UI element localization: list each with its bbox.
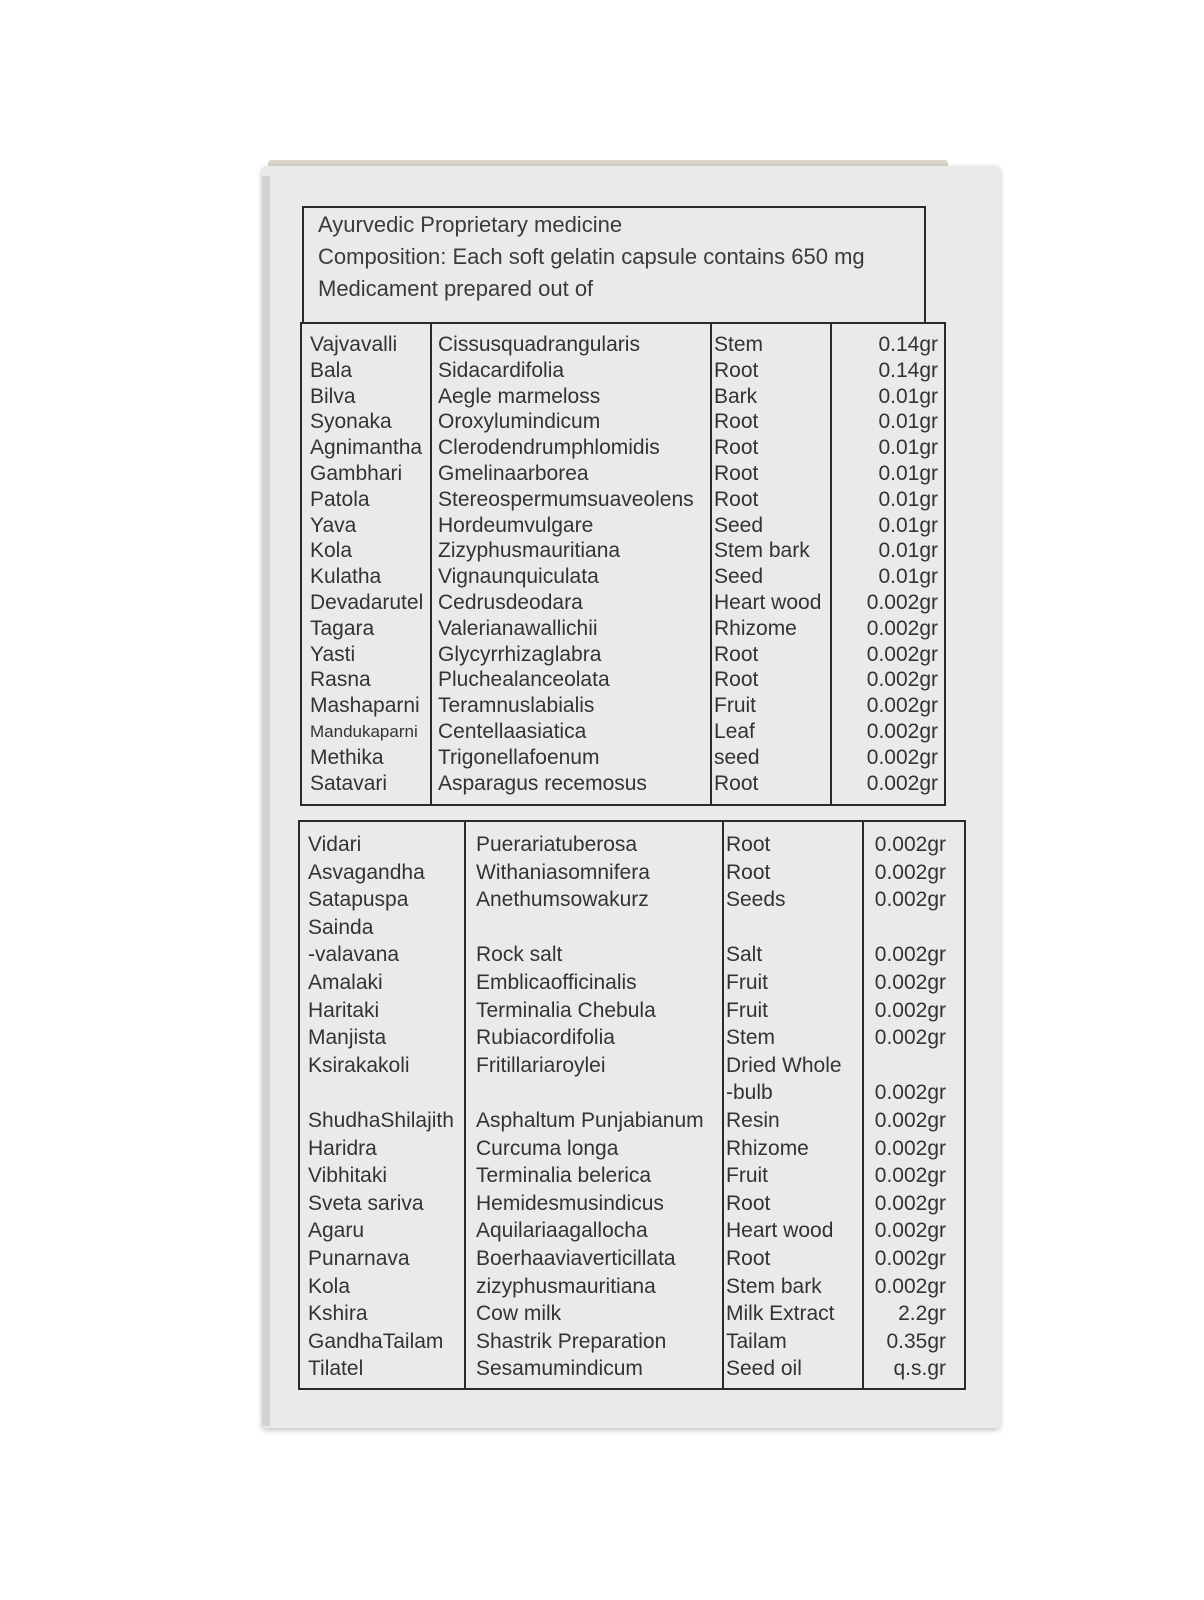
quantity: 0.002gr [866, 745, 938, 769]
botanical-name: Sidacardifolia [438, 358, 565, 382]
quantity: 0.002gr [874, 1274, 946, 1298]
quantity: q.s.gr [893, 1357, 946, 1381]
ingredient-name: Satavari [310, 771, 388, 795]
botanical-name: Valerianawallichii [438, 616, 598, 640]
plant-part: Root [714, 462, 759, 485]
quantity: 0.002gr [874, 998, 946, 1022]
quantity: 0.002gr [874, 1026, 946, 1050]
ingredient-name: Manjista [308, 1026, 387, 1050]
botanical-name: Hordeumvulgare [438, 513, 594, 537]
column-divider [464, 822, 466, 1388]
header-panel [302, 206, 926, 324]
quantity: 0.002gr [866, 642, 938, 666]
botanical-name: Vignaunquiculata [438, 565, 599, 589]
ingredient-name: Kola [310, 539, 353, 563]
plant-part: Seed [714, 513, 764, 537]
botanical-name: Fritillariaroylei [476, 1053, 606, 1077]
ingredient-name: Haridra [308, 1136, 377, 1160]
ingredient-name: Bala [310, 358, 353, 382]
plant-part: Stem [726, 1026, 776, 1050]
quantity: 0.01gr [878, 384, 938, 408]
plant-part: Root [726, 1247, 771, 1270]
plant-part: Seeds [726, 888, 786, 912]
quantity: 0.01gr [878, 410, 938, 434]
plant-part: Heart wood [714, 591, 822, 614]
quantity: 0.002gr [866, 591, 938, 614]
botanical-name: Hemidesmusindicus [476, 1191, 664, 1215]
header-line-3: Medicament prepared out of [318, 276, 594, 301]
botanical-name: Withaniasomnifera [476, 860, 650, 884]
botanical-name: Shastrik Preparation [476, 1329, 667, 1353]
column-divider [430, 324, 432, 804]
quantity: 0.002gr [874, 1247, 946, 1270]
ingredient-name: Patola [310, 487, 370, 511]
botanical-name: Curcuma longa [476, 1136, 619, 1160]
composition-table-2 [298, 820, 966, 1390]
quantity: 0.14gr [878, 358, 938, 382]
plant-part: Resin [726, 1109, 780, 1132]
ingredient-name: ShudhaShilajith [308, 1109, 454, 1132]
plant-part: Rhizome [726, 1136, 809, 1160]
botanical-name: Pluchealanceolata [438, 668, 610, 692]
quantity: 0.002gr [874, 1136, 946, 1160]
plant-part: Stem bark [714, 539, 810, 563]
botanical-name: Trigonellafoenum [438, 745, 600, 769]
plant-part: -bulb [726, 1081, 773, 1105]
ingredient-name: Rasna [310, 668, 371, 692]
quantity: 0.002gr [874, 1219, 946, 1243]
botanical-name: Teramnuslabialis [438, 694, 595, 718]
ingredient-name: Haritaki [308, 998, 380, 1022]
plant-part: Tailam [726, 1329, 787, 1353]
ingredient-name: Ksirakakoli [308, 1053, 410, 1077]
botanical-name: Aegle marmeloss [438, 384, 601, 408]
plant-part: Seed [714, 565, 764, 589]
quantity: 0.002gr [874, 860, 946, 884]
composition-table-1 [300, 322, 946, 806]
header-line-1: Ayurvedic Proprietary medicine [318, 212, 623, 237]
box-left-edge [262, 176, 270, 1426]
ingredient-name: Agaru [308, 1219, 365, 1243]
ingredient-name: Bilva [310, 384, 356, 408]
ingredient-name: Punarnava [308, 1247, 410, 1270]
botanical-name: Terminalia Chebula [476, 998, 656, 1022]
quantity: 0.002gr [866, 694, 938, 718]
plant-part: Fruit [726, 971, 768, 994]
plant-part: Root [726, 860, 771, 884]
quantity: 0.002gr [874, 833, 946, 856]
botanical-name: Oroxylumindicum [438, 410, 601, 434]
quantity: 0.01gr [878, 539, 938, 563]
plant-part: Root [714, 487, 759, 511]
quantity: 0.002gr [874, 1081, 946, 1105]
botanical-name: zizyphusmauritiana [476, 1274, 656, 1298]
botanical-name: Anethumsowakurz [476, 888, 649, 912]
quantity: 0.01gr [878, 487, 938, 511]
ingredient-name: Mashaparni [310, 694, 420, 718]
column-divider [830, 324, 832, 804]
botanical-name: Asparagus recemosus [438, 771, 647, 795]
plant-part: Salt [726, 943, 763, 967]
botanical-name: Puerariatuberosa [476, 833, 638, 856]
quantity: 0.002gr [874, 943, 946, 967]
column-divider [710, 324, 712, 804]
ingredient-name: Methika [310, 745, 384, 769]
ingredient-name: Gambhari [310, 462, 403, 485]
quantity: 0.002gr [866, 720, 938, 743]
column-divider [722, 822, 724, 1388]
ingredient-name: -valavana [308, 943, 400, 967]
botanical-name: Sesamumindicum [476, 1357, 643, 1381]
plant-part: Root [714, 771, 759, 795]
ingredient-name: Satapuspa [308, 888, 409, 912]
quantity: 0.002gr [874, 1164, 946, 1188]
quantity: 0.002gr [874, 1109, 946, 1132]
quantity: 0.002gr [866, 616, 938, 640]
plant-part: Fruit [726, 1164, 768, 1188]
ingredient-name: Mandukaparni [310, 722, 418, 741]
plant-part: Rhizome [714, 616, 797, 640]
plant-part: Root [726, 833, 771, 856]
plant-part: Root [726, 1191, 771, 1215]
quantity: 0.14gr [878, 333, 938, 356]
ingredient-name: Asvagandha [308, 860, 425, 884]
quantity: 0.002gr [866, 771, 938, 795]
ingredient-name: Amalaki [308, 971, 383, 994]
quantity: 0.01gr [878, 436, 938, 460]
plant-part: Heart wood [726, 1219, 834, 1243]
plant-part: Stem [714, 333, 764, 356]
plant-part: Root [714, 642, 759, 666]
column-divider [862, 822, 864, 1388]
botanical-name: Cissusquadrangularis [438, 333, 640, 356]
botanical-name: Cow milk [476, 1302, 562, 1326]
quantity: 0.002gr [874, 971, 946, 994]
ingredient-name: Syonaka [310, 410, 392, 434]
header-line-2: Composition: Each soft gelatin capsule contains 650 mg [318, 244, 865, 269]
ingredient-name: Vibhitaki [308, 1164, 387, 1188]
quantity: 0.002gr [874, 1191, 946, 1215]
quantity: 0.35gr [886, 1329, 946, 1353]
botanical-name: Stereospermumsuaveolens [438, 487, 694, 511]
plant-part: Root [714, 436, 759, 460]
botanical-name: Glycyrrhizaglabra [438, 642, 602, 666]
botanical-name: Rubiacordifolia [476, 1026, 615, 1050]
ingredient-name: Yasti [310, 642, 356, 666]
botanical-name: Asphaltum Punjabianum [476, 1109, 704, 1132]
botanical-name: Cedrusdeodara [438, 591, 583, 614]
plant-part: Root [714, 410, 759, 434]
plant-part: Leaf [714, 720, 755, 743]
quantity: 2.2gr [898, 1302, 946, 1326]
quantity: 0.002gr [874, 888, 946, 912]
plant-part: Root [714, 358, 759, 382]
botanical-name: Clerodendrumphlomidis [438, 436, 660, 460]
quantity: 0.01gr [878, 462, 938, 485]
ingredient-name: Agnimantha [310, 436, 423, 460]
botanical-name: Centellaasiatica [438, 720, 587, 743]
ingredient-name: Vajvavalli [310, 333, 398, 356]
plant-part: Milk Extract [726, 1302, 835, 1326]
ingredient-name: Kulatha [310, 565, 382, 589]
botanical-name: Emblicaofficinalis [476, 971, 637, 994]
plant-part: Fruit [714, 694, 756, 718]
ingredient-name: Yava [310, 513, 357, 537]
ingredient-name: Sainda [308, 915, 374, 939]
ingredient-name: Kola [308, 1274, 351, 1298]
botanical-name: Terminalia belerica [476, 1164, 652, 1188]
ingredient-name: Tagara [310, 616, 375, 640]
quantity: 0.002gr [866, 668, 938, 692]
plant-part: seed [714, 745, 760, 769]
plant-part: Fruit [726, 998, 768, 1022]
plant-part: Stem bark [726, 1274, 822, 1298]
plant-part: Root [714, 668, 759, 692]
botanical-name: Rock salt [476, 943, 563, 967]
ingredient-name: Vidari [308, 833, 362, 856]
plant-part: Seed oil [726, 1357, 802, 1381]
quantity: 0.01gr [878, 513, 938, 537]
ingredient-name: GandhaTailam [308, 1329, 444, 1353]
plant-part: Dried Whole [726, 1053, 842, 1077]
quantity: 0.01gr [878, 565, 938, 589]
ingredient-name: Kshira [308, 1302, 368, 1326]
botanical-name: Aquilariaagallocha [476, 1219, 648, 1243]
ingredient-name: Devadarutel [310, 591, 424, 614]
ingredient-name: Sveta sariva [308, 1191, 424, 1215]
botanical-name: Zizyphusmauritiana [438, 539, 621, 563]
plant-part: Bark [714, 384, 758, 408]
botanical-name: Gmelinaarborea [438, 462, 589, 485]
ingredient-name: Tilatel [308, 1357, 364, 1381]
botanical-name: Boerhaaviaverticillata [476, 1247, 676, 1270]
